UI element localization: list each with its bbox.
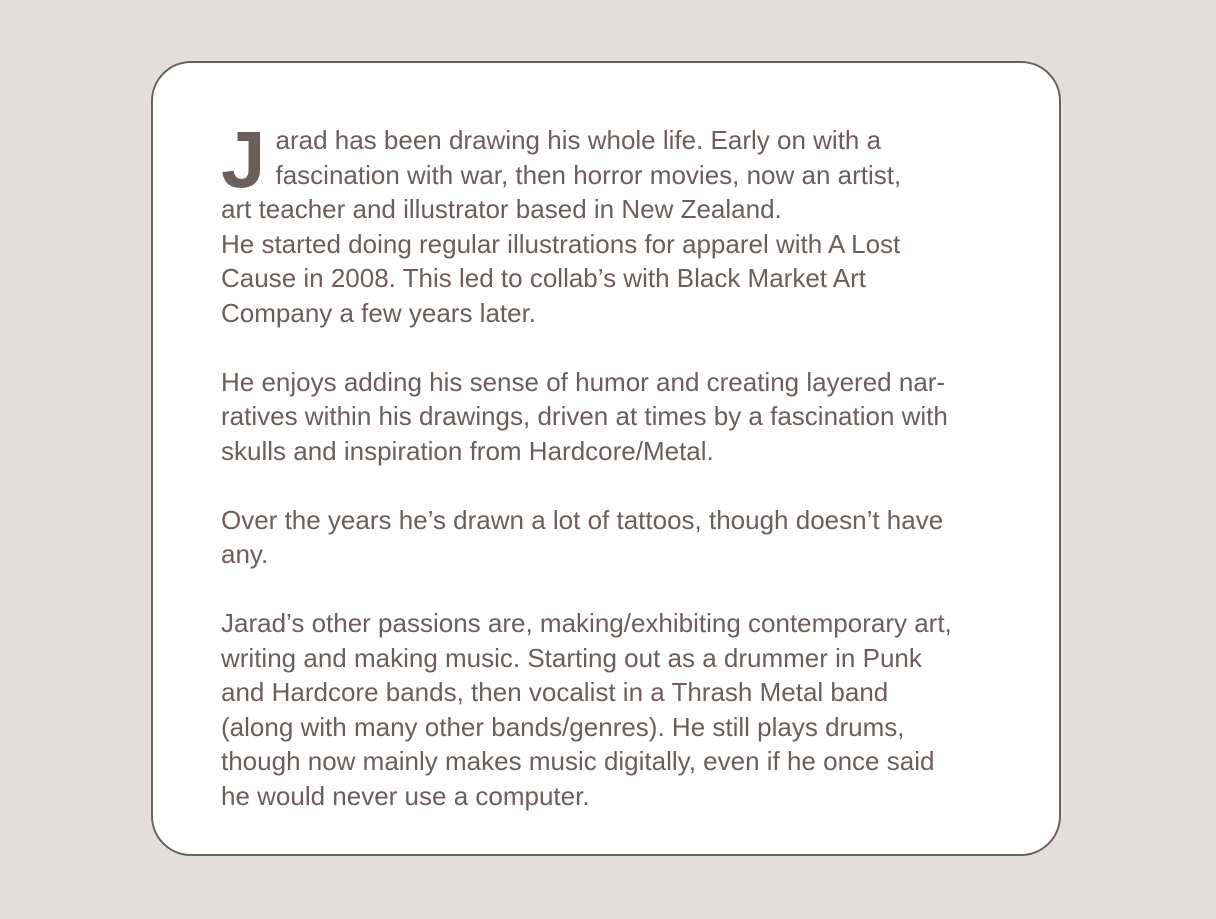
- bio-text: [221, 115, 1041, 813]
- bio-line: Jarad’s other passions are, making/exhibiting contemporary art,: [221, 608, 952, 638]
- bio-line: He enjoys adding his sense of humor and creating layered nar-: [221, 366, 946, 397]
- paragraph-gap: [221, 330, 1041, 365]
- paragraph-gap: [221, 468, 1041, 503]
- bio-line: Cause in 2008. This led to collab’s with Black Market Art: [221, 263, 867, 293]
- bio-line: Company a few years later.: [221, 297, 537, 328]
- bio-line: skulls and inspiration from Hardcore/Metal.: [221, 435, 714, 466]
- bio-line: any.: [221, 539, 269, 569]
- bio-line: writing and making music. Starting out as a drummer in Punk: [221, 642, 922, 673]
- bio-line: he would never use a computer.: [221, 780, 590, 811]
- bio-line: ratives within his drawings, driven at times by a fascination with: [221, 401, 948, 431]
- drop-cap: J: [221, 115, 266, 204]
- bio-card: [151, 61, 1061, 856]
- bio-line: He started doing regular illustrations for apparel with A Lost: [221, 228, 901, 259]
- bio-paragraph-2: [221, 365, 1041, 469]
- bio-line: (along with many other bands/genres). He still plays drums,: [221, 711, 905, 742]
- paragraph-gap: [221, 572, 1041, 607]
- bio-line: arad has been drawing his whole life. Early on with a: [275, 125, 882, 155]
- bio-line: art teacher and illustrator based in New Zealand.: [221, 194, 782, 224]
- bio-line: fascination with war, then horror movies, now an artist,: [275, 159, 902, 190]
- bio-line: and Hardcore bands, then vocalist in a Thrash Metal band: [221, 677, 889, 707]
- bio-paragraph-4: [221, 606, 1041, 813]
- bio-paragraph-1: [221, 115, 1041, 330]
- bio-line: Over the years he’s drawn a lot of tattoos, though doesn’t have: [221, 504, 944, 535]
- bio-paragraph-3: [221, 503, 1041, 572]
- bio-line: though now mainly makes music digitally, even if he once said: [221, 746, 935, 776]
